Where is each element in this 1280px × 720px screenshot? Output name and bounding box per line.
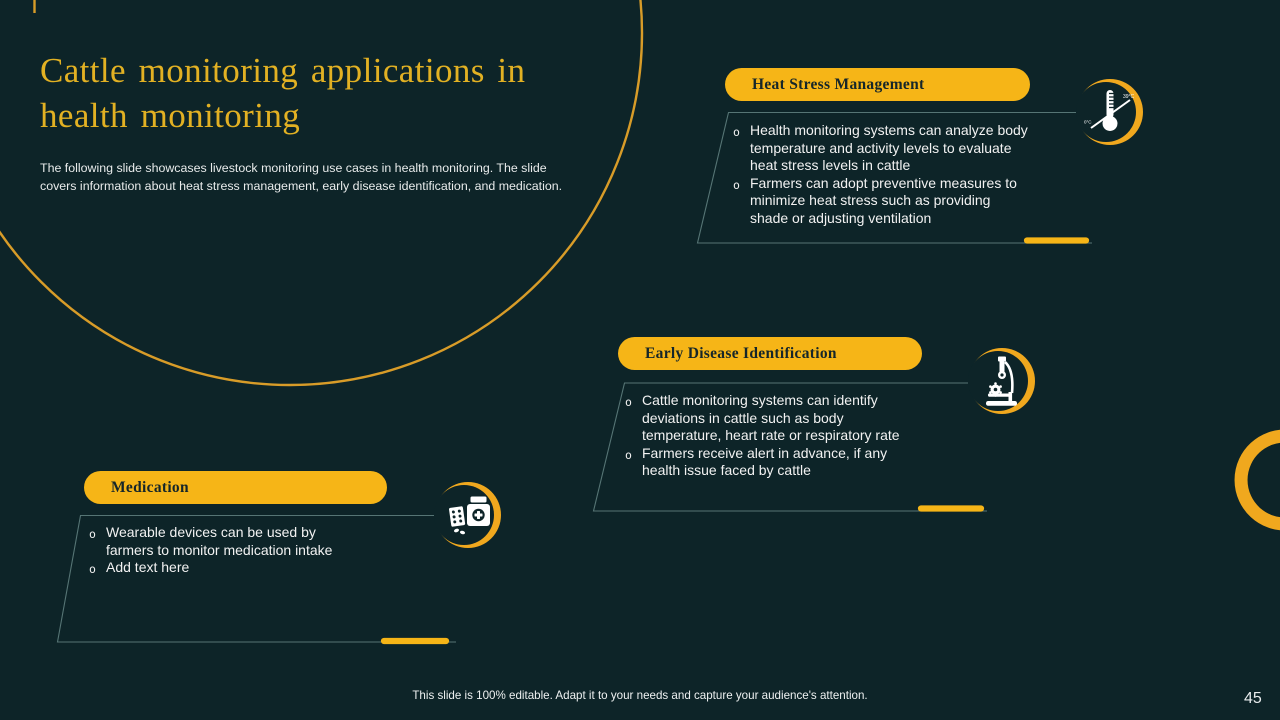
- page-title-line-2: health monitoring: [40, 96, 301, 135]
- list-item: [82, 524, 427, 559]
- bullet-marker: o: [733, 125, 740, 139]
- page-number: 45: [1244, 690, 1262, 707]
- section-header-early-disease-label: Early Disease Identification: [645, 344, 837, 362]
- section-header-medication-label: Medication: [111, 478, 189, 496]
- medication-bullet-list: [82, 524, 427, 577]
- subtitle-line-1: The following slide showcases livestock monitoring use cases in health monitoring. The slide: [40, 161, 547, 175]
- slide-subtitle: [40, 160, 580, 195]
- heat-stress-bullet-list: [726, 122, 1071, 228]
- section-header-heat-stress: [725, 68, 1030, 101]
- bullet-text-line: temperature, heart rate or respiratory rate: [642, 427, 900, 444]
- bullet-text-line: deviations in cattle such as body: [642, 409, 844, 426]
- list-item: [618, 392, 963, 445]
- bullet-text-line: Farmers receive alert in advance, if any: [642, 444, 888, 461]
- page-title-line-1: Cattle monitoring applications in: [40, 51, 526, 90]
- bullet-marker: o: [89, 527, 96, 541]
- bullet-text-line: shade or adjusting ventilation: [750, 209, 932, 226]
- list-item: [726, 175, 1071, 228]
- decorative-crescent: [1241, 436, 1280, 524]
- heat-stress-icon-badge: [1075, 77, 1145, 147]
- bullet-text-line: Wearable devices can be used by: [106, 524, 316, 540]
- medicine-bottle-icon: [433, 480, 503, 550]
- bullet-text-line: heat stress levels in cattle: [750, 157, 911, 174]
- bullet-marker: o: [625, 395, 632, 409]
- microscope-icon: [967, 346, 1037, 416]
- list-item: [726, 122, 1071, 175]
- bullet-text-line: minimize heat stress such as providing: [750, 192, 991, 209]
- thermometer-low-label: 0°C: [1084, 119, 1092, 125]
- section-header-early-disease: [618, 337, 922, 370]
- bullet-text-line: farmers to monitor medication intake: [106, 541, 333, 558]
- early-disease-icon-badge: [967, 346, 1037, 416]
- bullet-marker: o: [733, 177, 740, 192]
- thermometer-high-label: 39°C: [1123, 94, 1135, 100]
- bullet-text-line: Health monitoring systems can analyze body: [750, 122, 1028, 138]
- bullet-text-line: health issue faced by cattle: [642, 462, 811, 479]
- section-header-heat-stress-label: Heat Stress Management: [752, 75, 925, 93]
- bullet-text-line: Add text here: [106, 559, 190, 576]
- bullet-marker: o: [89, 562, 96, 577]
- medication-icon-badge: [433, 480, 503, 550]
- subtitle-line-2: covers information about heat stress management, early disease identification, and medication.: [40, 178, 563, 193]
- footer-note: This slide is 100% editable. Adapt it to your needs and capture your audience's attention.: [412, 689, 868, 702]
- list-item: [618, 445, 963, 480]
- bullet-text-line: temperature and activity levels to evaluate: [750, 139, 1012, 156]
- thermometer-icon: [1075, 77, 1145, 147]
- section-header-medication: [84, 471, 387, 504]
- bullet-marker: o: [625, 447, 632, 462]
- bullet-text-line: Farmers can adopt preventive measures to: [750, 174, 1017, 191]
- bullet-text-line: Cattle monitoring systems can identify: [642, 392, 878, 408]
- page-title: [40, 48, 580, 138]
- list-item: [82, 559, 427, 577]
- early-disease-bullet-list: [618, 392, 963, 480]
